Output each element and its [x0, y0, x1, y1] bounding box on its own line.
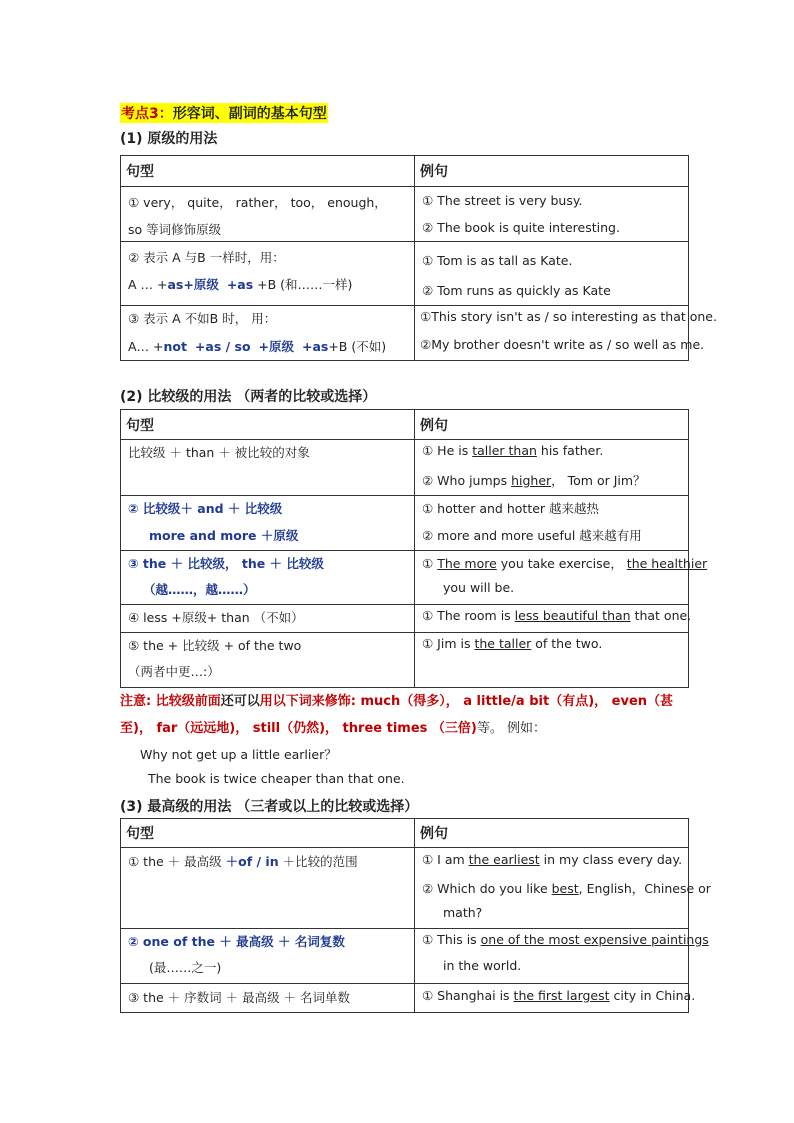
- table-row: [121, 929, 689, 984]
- note-example-1: Why not get up a little earlier？: [140, 747, 337, 762]
- pattern-text: A… +not +as / so +原级 +as+B (不如): [128, 339, 387, 354]
- example-text: ② Which do you like best, English，Chinese or: [422, 881, 711, 896]
- example-text: ② Who jumps higher， Tom or Jim？: [422, 473, 646, 488]
- example-text: ① Jim is the taller of the two.: [422, 636, 603, 651]
- example-text: ② The book is quite interesting.: [422, 220, 620, 235]
- pattern-text: ① the ＋ 最高级 ＋of / in ＋比较的范围: [128, 854, 358, 869]
- pattern-text: (最……之一): [149, 960, 222, 975]
- example-text: ① I am the earliest in my class every day.: [422, 852, 683, 867]
- section-2-heading: (2) 比较级的用法 （两者的比较或选择）: [120, 389, 377, 405]
- pattern-text: ⑤ the + 比较级 + of the two: [128, 638, 302, 653]
- table-row: [121, 633, 689, 688]
- table-row: [121, 984, 689, 1013]
- example-text: ① Shanghai is the first largest city in China.: [422, 988, 696, 1003]
- col-header-example: 例句: [415, 156, 689, 187]
- table-row: [121, 605, 689, 633]
- example-text: ① The street is very busy.: [422, 193, 583, 208]
- col-header-pattern: 句型: [121, 410, 415, 440]
- example-text: ① The more you take exercise， the healthier: [422, 556, 708, 571]
- example-text: ① He is taller than his father.: [422, 443, 604, 458]
- note-line-1: 注意: 比较级前面还可以用以下词来修饰: much（得多）， a little/a bit（有点)， even（甚: [120, 694, 674, 709]
- pattern-text: ④ less +原级+ than （不如）: [128, 610, 304, 625]
- example-text: ①This story isn't as / so interesting as that one.: [420, 309, 717, 324]
- pattern-text: ③ the ＋ 比较级， the ＋ 比较级: [128, 556, 324, 571]
- pattern-text: ③ the ＋ 序数词 ＋ 最高级 ＋ 名词单数: [128, 990, 351, 1005]
- example-text: math?: [443, 905, 483, 920]
- col-header-example: 例句: [415, 410, 689, 440]
- example-text: ② more and more useful 越来越有用: [422, 528, 642, 543]
- table-row: [121, 306, 689, 361]
- section-1-heading: (1) 原级的用法: [120, 131, 218, 147]
- pattern-text: （越……，越……）: [143, 582, 256, 597]
- example-text: ① hotter and hotter 越来越热: [422, 501, 600, 516]
- pattern-text: ② one of the ＋ 最高级 ＋ 名词复数: [128, 934, 345, 949]
- table-row: [121, 551, 689, 605]
- col-header-pattern: 句型: [121, 156, 415, 187]
- example-text: ②My brother doesn't write as / so well as me.: [420, 337, 705, 352]
- col-header-example: 例句: [415, 819, 689, 848]
- pattern-text: （两者中更…:）: [128, 664, 220, 679]
- note-example-2: The book is twice cheaper than that one.: [148, 771, 405, 786]
- note-line-2: 至)， far（远远地)， still（仍然)， three times （三倍)等。 例如：: [120, 721, 546, 736]
- example-text: ① This is one of the most expensive paintings: [422, 932, 709, 947]
- example-text: in the world.: [443, 958, 522, 973]
- pattern-text: ② 比较级＋ and ＋ 比较级: [128, 501, 283, 516]
- table-superlative-degree: [120, 818, 711, 1013]
- table-row: [121, 187, 689, 242]
- section-label: 考点3：: [121, 106, 173, 122]
- pattern-text: ② 表示 A 与B 一样时，用：: [128, 250, 285, 265]
- example-text: ① The room is less beautiful than that one.: [422, 608, 692, 623]
- pattern-text: A … +as+原级 +as +B (和……一样): [128, 277, 353, 292]
- pattern-text: 比较级 ＋ than ＋ 被比较的对象: [128, 445, 310, 460]
- pattern-text: so 等词修饰原级: [128, 222, 222, 237]
- section-3-heading: (3) 最高级的用法 （三者或以上的比较或选择）: [120, 799, 419, 815]
- table-row: [121, 440, 689, 496]
- table-row: [121, 848, 689, 929]
- example-text: you will be.: [443, 580, 515, 595]
- pattern-text: ① very， quite， rather， too， enough，: [128, 195, 387, 210]
- table-row: [121, 496, 689, 551]
- example-text: ① Tom is as tall as Kate.: [422, 253, 573, 268]
- col-header-pattern: 句型: [121, 819, 415, 848]
- table-row: [121, 242, 689, 306]
- table-positive-degree: [120, 155, 717, 361]
- pattern-text: more and more ＋原级: [149, 528, 299, 543]
- table-comparative-degree: [120, 409, 708, 688]
- pattern-text: ③ 表示 A 不如B 时， 用：: [128, 311, 277, 326]
- example-text: ② Tom runs as quickly as Kate: [422, 283, 611, 298]
- section-title: [120, 103, 328, 123]
- section-title-text: 形容词、副词的基本句型: [172, 106, 327, 122]
